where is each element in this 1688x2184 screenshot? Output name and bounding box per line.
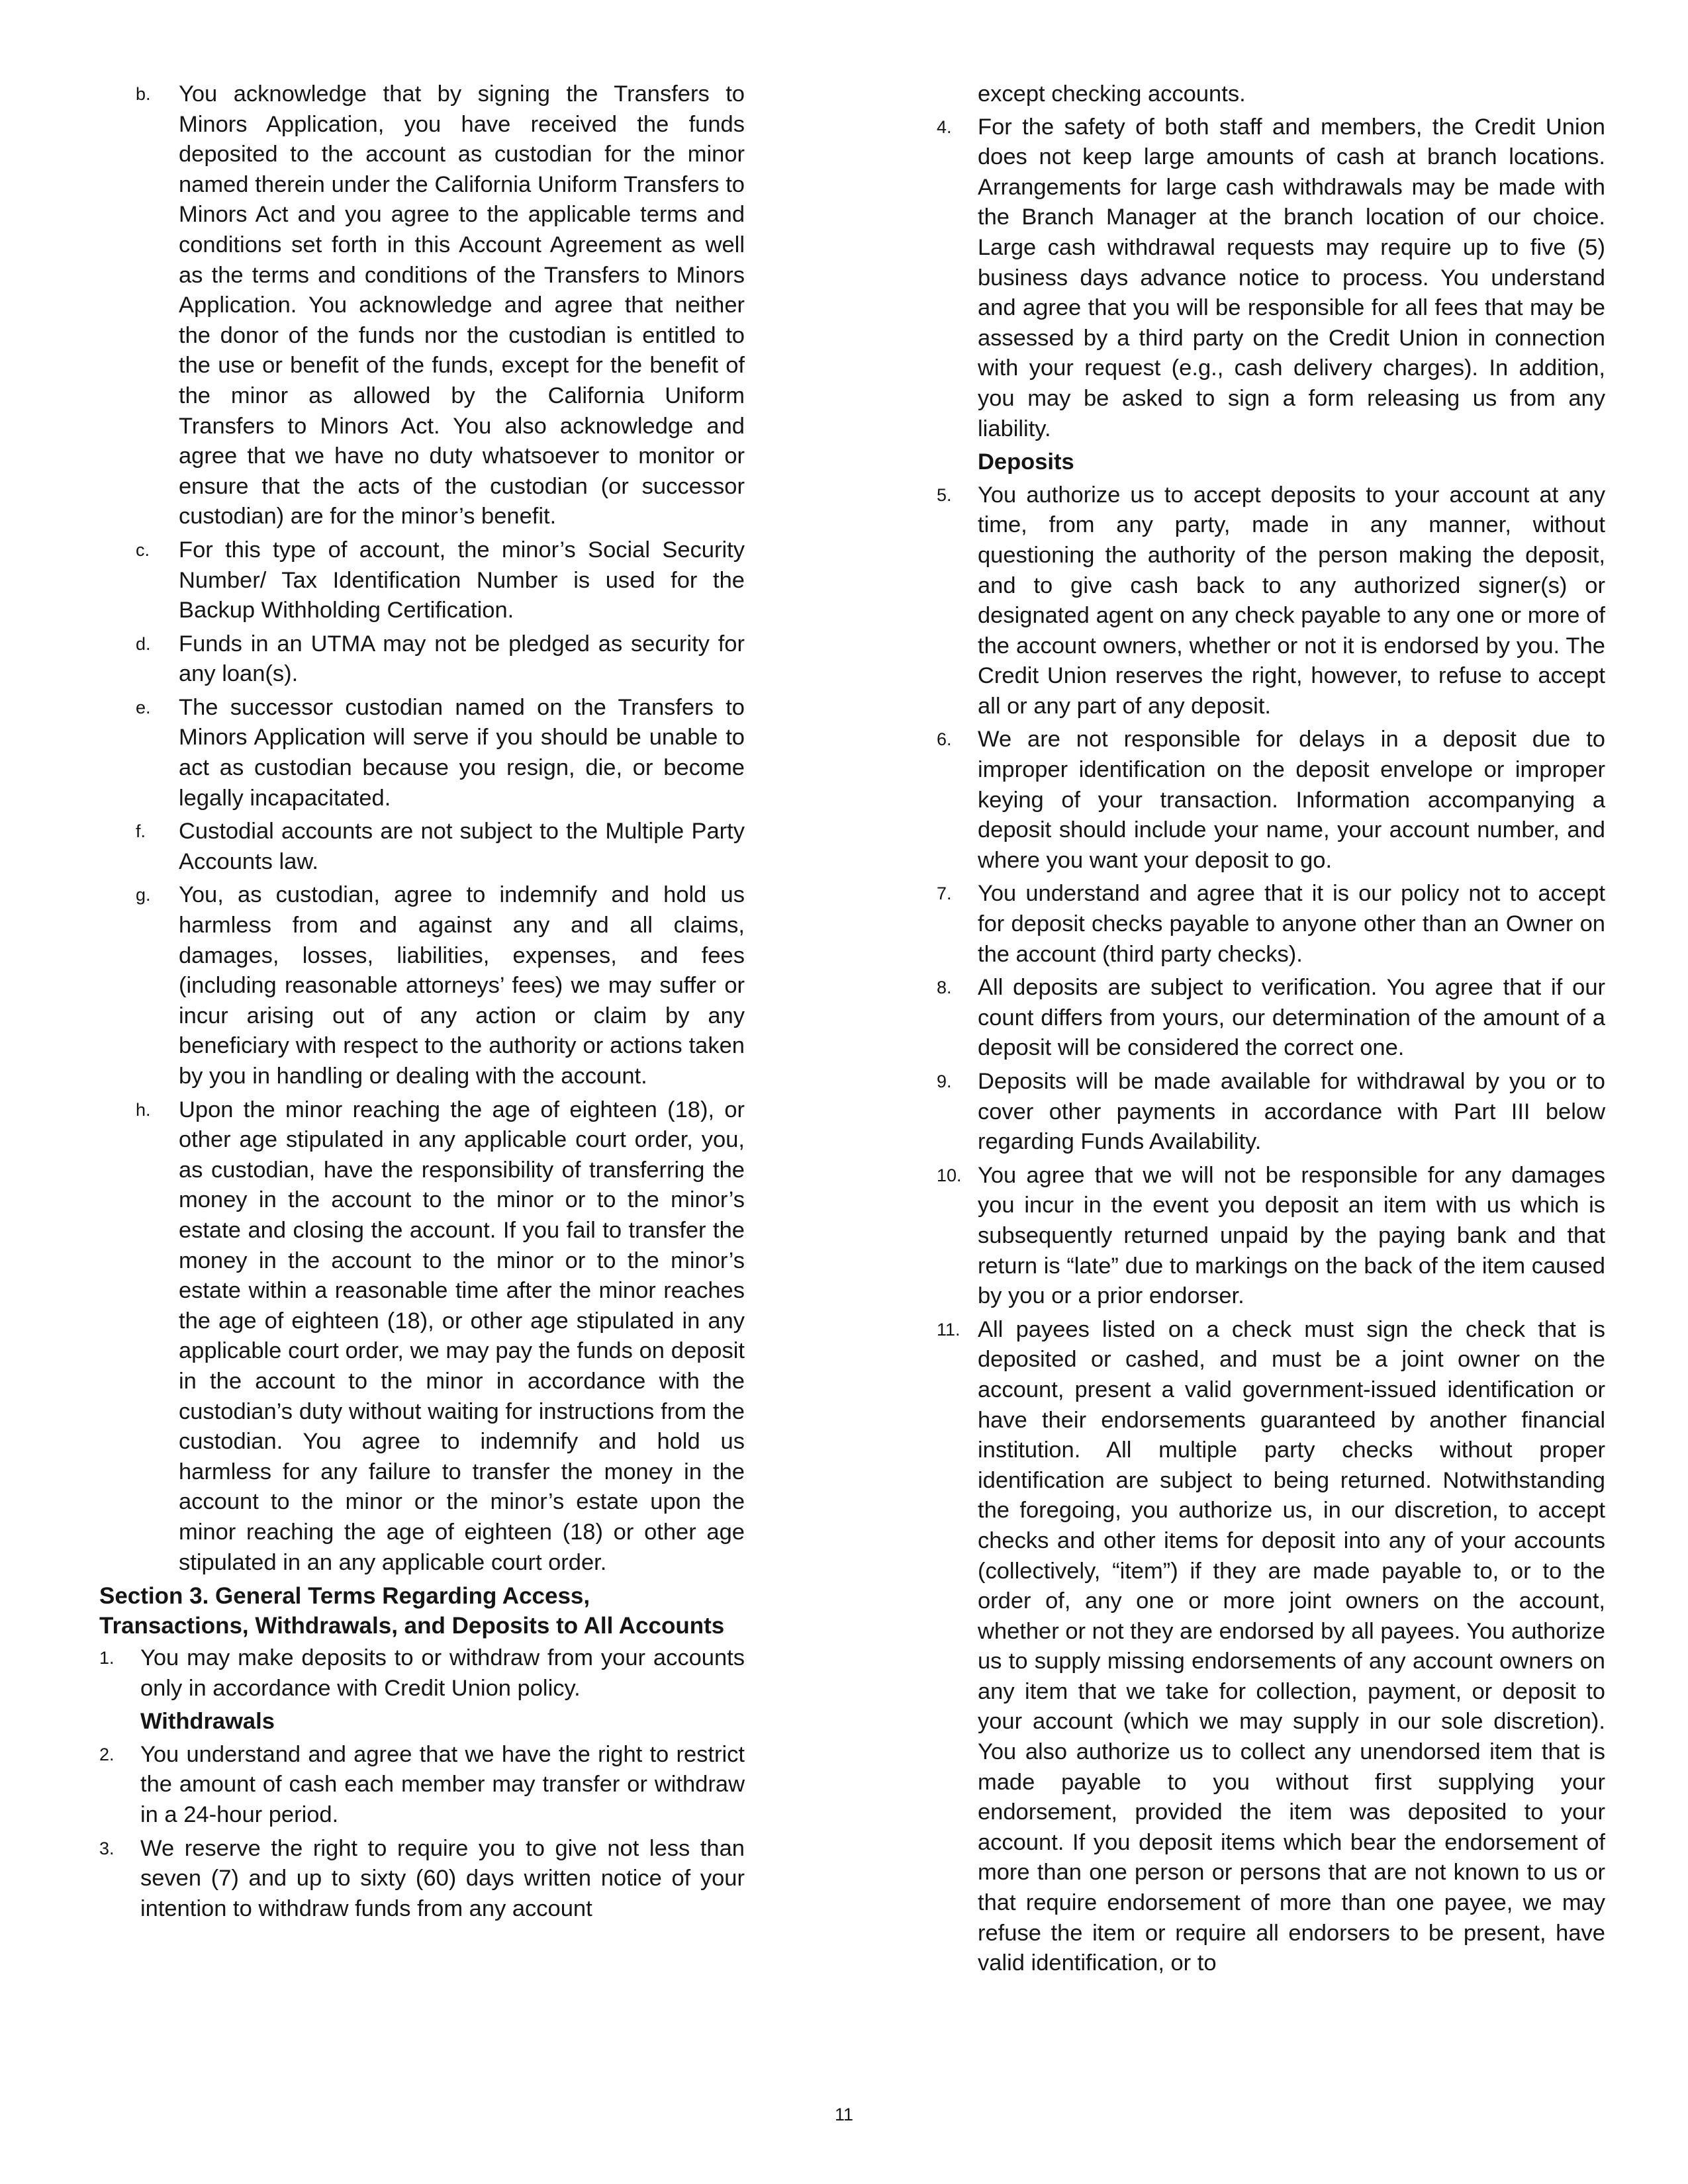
item-text: You may make deposits to or withdraw from your accounts only in accordance with Credit Union policy. — [140, 1645, 745, 1701]
item-marker: 1. — [99, 1648, 115, 1668]
numbered-item-5 — [937, 480, 1605, 722]
numbered-item-7 — [937, 879, 1605, 970]
item-marker: 5. — [937, 484, 952, 505]
item-marker: 2. — [99, 1744, 115, 1764]
item-marker: 7. — [937, 884, 952, 904]
item-marker: 8. — [937, 978, 952, 998]
numbered-item-3 — [99, 1834, 745, 1925]
item-text: You understand and agree that it is our policy not to accept for deposit checks payable to anyone other than an Owner on the account (third party checks). — [978, 881, 1605, 967]
item-text: You acknowledge that by signing the Transfers to Minors Application, you have received the funds deposited to the account as custodian for the minor named therein under the California Uniform Transfers to Minors Act and you agree to the applicable terms and conditions set forth in this Account Agreement as well as the terms and conditions of the Transfers to Minors Application. You acknowledge and agree that neither the donor of the funds nor the custodian is entitled to the use or benefit of the funds, except for the benefit of the minor as allowed by the California Uniform Transfers to Minors Act. You also acknowledge and agree that we have no duty whatsoever to monitor or ensure that the acts of the custodian (or successor custodian) are for the minor’s benefit. — [179, 81, 745, 529]
item-marker: 4. — [937, 116, 952, 137]
item-marker: 6. — [937, 729, 952, 750]
item-marker: f. — [136, 821, 146, 842]
list-item-b — [99, 79, 745, 532]
item-text: For the safety of both staff and members, the Credit Union does not keep large amounts of cash at branch locations. Arrangements for large cash withdrawals may be made with the Branch Manager at the branch location of our choice. Large cash withdrawal requests may require up to five (5) business days advance notice to process. You understand and agree that you will be responsible for all fees that may be assessed by a third party on the Credit Union in connection with your request (e.g., cash delivery charges). In addition, you may be asked to sign a form releasing us from any liability. — [978, 114, 1605, 441]
item-text: Deposits will be made available for withdrawal by you or to cover other payments in accordance with Part III below regarding Funds Availability. — [978, 1069, 1605, 1155]
left-column — [99, 79, 745, 1927]
numbered-item-10 — [937, 1161, 1605, 1312]
item-text: All payees listed on a check must sign the check that is deposited or cashed, and must be a joint owner on the account, present a valid government-issued identification or have their endorsements guaranteed by another financial institution. All multiple party checks without proper identification are subject to being returned. Notwithstanding the foregoing, you authorize us, in our discretion, to accept checks and other items for deposit into any of your accounts (collectively, “item”) if they are made payable to, or to the order of, any one or more joint owners on the account, whether or not they are endorsed by all payees. You authorize us to supply missing endorsements of any account owners on any item that we take for collection, payment, or deposit to your account (which we may supply in our sole discretion). You also authorize us to collect any unendorsed item that is made payable to you without first supplying your endorsement, provided the item was deposited to your account. If you deposit items which bear the endorsement of more than one person or persons that are not known to us or that require endorsement of more than one payee, we may refuse the item or require all endorsers to be present, have valid identification, or to — [978, 1316, 1605, 1976]
list-item-h — [99, 1095, 745, 1578]
item-marker: 9. — [937, 1071, 952, 1091]
numbered-item-8 — [937, 973, 1605, 1064]
numbered-item-1 — [99, 1643, 745, 1704]
item-marker: d. — [136, 633, 151, 654]
item-text: You, as custodian, agree to indemnify and hold us harmless from and against any and all claims, damages, losses, liabilities, expenses, and fees (including reasonable attorneys’ fees) we may suffer or incur arising out of any action or claim by any beneficiary with respect to the authority or actions taken by you in handling or dealing with the account. — [179, 882, 745, 1089]
item-marker: 10. — [937, 1165, 962, 1185]
list-item-e — [99, 693, 745, 813]
item-text: The successor custodian named on the Transfers to Minors Application will serve if you should be unable to act as custodian because you resign, die, or become legally incapacitated. — [179, 694, 745, 811]
deposits-heading: Deposits — [978, 449, 1074, 475]
item-marker: e. — [136, 697, 151, 717]
utma-sub-list — [99, 79, 745, 1578]
numbered-item-9 — [937, 1067, 1605, 1158]
page-number: 11 — [834, 2105, 854, 2124]
numbered-item-11 — [937, 1315, 1605, 1979]
item-text: Funds in an UTMA may not be pledged as security for any loan(s). — [179, 631, 745, 687]
list-item-f — [99, 817, 745, 877]
item-text: All deposits are subject to verification. You agree that if our count differs from yours, our determination of the amount of a deposit will be considered the correct one. — [978, 975, 1605, 1061]
item-marker: 11. — [937, 1319, 961, 1340]
item-text: For this type of account, the minor’s Social Security Number/ Tax Identification Number is used for the Backup Withholding Certification. — [179, 537, 745, 623]
list-item-g — [99, 880, 745, 1091]
item-marker: c. — [136, 539, 150, 560]
section-heading: Section 3. General Terms Regarding Access, Transactions, Withdrawals, and Deposits to All Accounts — [99, 1583, 725, 1639]
numbered-item-6 — [937, 725, 1605, 876]
continued-text: except checking accounts. — [978, 81, 1246, 107]
item-text: Upon the minor reaching the age of eighteen (18), or other age stipulated in any applicable court order, you, as custodian, have the responsibility of transferring the money in the account to the minor or to the minor’s estate and closing the account. If you fail to transfer the money in the account to the minor or to the minor’s estate within a reasonable time after the minor reaches the age of eighteen (18), or other age stipulated in any applicable court order, we may pay the funds on deposit in the account to the minor in accordance with the custodian’s duty without waiting for instructions from the custodian. You agree to indemnify and hold us harmless for any failure to transfer the money in the account to the minor or the minor’s estate upon the minor reaching the age of eighteen (18) or other age stipulated in an any applicable court order. — [179, 1097, 745, 1575]
numbered-item-4 — [937, 113, 1605, 445]
right-column — [937, 79, 1605, 1982]
item-marker: b. — [136, 84, 151, 104]
item-text: You agree that we will not be responsible for any damages you incur in the event you deposit an item with us which is subsequently returned unpaid by the paying bank and that return is “late” due to markings on the back of the item caused by you or a prior endorser. — [978, 1162, 1605, 1309]
item-marker: 3. — [99, 1838, 115, 1858]
item-text: You authorize us to accept deposits to your account at any time, from any party, made in any manner, without questioning the authority of the person making the deposit, and to give cash back to any authorized signer(s) or designated agent on any check payable to any one or more of the account owners, whether or not it is endorsed by you. The Credit Union reserves the right, however, to refuse to accept all or any part of any deposit. — [978, 482, 1605, 719]
list-item-c — [99, 535, 745, 626]
item-marker: h. — [136, 1099, 151, 1120]
item-text: We reserve the right to require you to give not less than seven (7) and up to sixty (60) days written notice of your intention to withdraw funds from any account — [140, 1835, 745, 1921]
item-text: We are not responsible for delays in a deposit due to improper identification on the deposit envelope or improper keying of your transaction. Information accompanying a deposit should include your name, your account number, and where you want your deposit to go. — [978, 727, 1605, 873]
withdrawals-heading: Withdrawals — [140, 1709, 275, 1735]
list-item-d — [99, 629, 745, 690]
item-text: You understand and agree that we have the right to restrict the amount of cash each member may transfer or withdraw in a 24-hour period. — [140, 1741, 745, 1828]
item-text: Custodial accounts are not subject to the Multiple Party Accounts law. — [179, 819, 745, 874]
item-marker: g. — [136, 885, 151, 905]
numbered-item-2 — [99, 1740, 745, 1831]
